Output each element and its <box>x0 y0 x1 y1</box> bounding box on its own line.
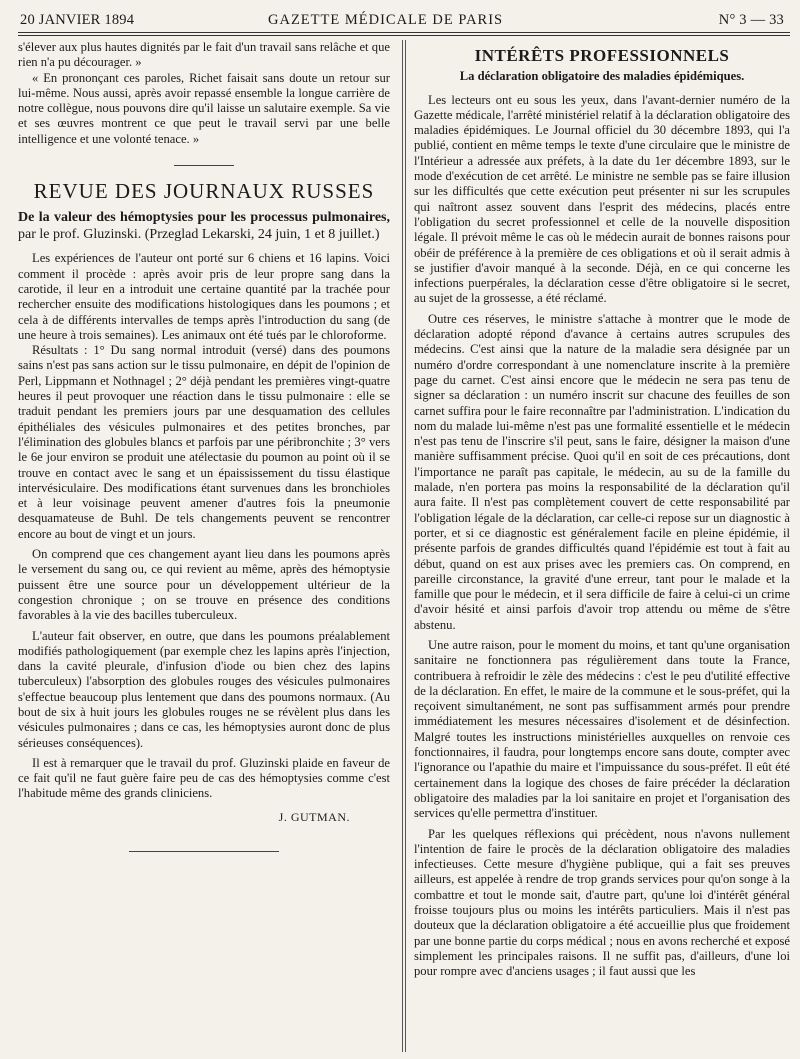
column-divider-double <box>405 40 406 1052</box>
article-title-citation: par le prof. Gluzinski. (Przeglad Lekarski, 24 juin, 1 et 8 juillet.) <box>18 227 380 243</box>
article-paragraph: Les expériences de l'auteur ont porté sur 6 chiens et 16 lapins. Voici comment il procède : après avoir pris de leur propre sang dans la carotide, il leur en a introduit une certaine quantité par la trachée pour rechercher ensuite des modifications histologiques dans les poumons ; et cela à de différents intervalles de temps après l'introduction du sang (de une heure à trois semaines). Les animaux ont été tués par le chloroforme. <box>18 251 390 342</box>
right-column <box>414 40 790 980</box>
newspaper-page <box>18 0 790 1059</box>
article-paragraph: On comprend que ces changement ayant lieu dans les poumons après le versement du sang ou, ce qui revient au même, après des hémoptysie puissent être une source pour un développement ultérieur de la congestion chronique ; on se trouve en présence des conditions favorables à la vie des bacilles tuberculeux. <box>18 547 390 623</box>
section-title-professional-interests: INTÉRÊTS PROFESSIONNELS <box>474 46 730 65</box>
intro-paragraph: « En prononçant ces paroles, Richet faisait sans doute un retour sur lui-même. Nous aussi, après avoir repassé ensemble la longue carrière de notre collègue, nous pouvons dire qu'il laisse un salutaire exemple. Sa vie et ses œuvres montrent ce que peut le travail servi par une belle intelligence et une volonté tenace. » <box>18 70 390 146</box>
article-paragraph: L'auteur fait observer, en outre, que dans les poumons préalablement modifiés pathologiquement (par exemple chez les lapins après l'injection, dans la cavité pleurale, d'infusion d'iode ou bien chez des lapins tuberculeux) l'absorption des globules rouges des vésicules pulmonaires s'effectue beaucoup plus lentement que dans des poumons normaux. (Au bout de six à huit jours les globules rouges ne se révèlent plus dans les vésicules pulmonaires ; dans ce cas, les hémoptysies auront donc de plus sérieuses conséquences). <box>18 628 390 750</box>
header-rule <box>18 32 790 33</box>
column-divider <box>402 40 403 1052</box>
article-title-main: De la valeur des hémoptysies pour les processus pulmonaires, <box>18 210 390 226</box>
section-separator <box>174 165 234 166</box>
article-paragraph: Par les quelques réflexions qui précèdent, nous n'avons nullement l'intention de faire le procès de la déclaration obligatoire des maladies infectieuses. Cette mesure d'hygiène publique, qui a fait ses preuves ailleurs, est appelée à rendre de trop grands services pour qu'on songe à la combattre et tout le monde sait, d'autre part, qu'une loi d'intérêt général froisse toujours plus ou moins les intérêts particuliers. Mais il n'est pas douteux que la déclaration obligatoire a été accueillie plus que froidement par une bonne partie du corps médical ; nous en avons recherché et exposé simplement les principales raisons. Il ne suffit pas, d'ailleurs, d'une loi pour rompre avec d'anciens usages ; il faut aussi que les <box>414 826 790 979</box>
intro-paragraph: s'élever aux plus hautes dignités par le fait d'un travail sans relâche et que rien n'a pu décourager. » <box>18 40 390 70</box>
issue-date: 20 JANVIER 1894 <box>20 12 135 28</box>
left-column <box>18 40 390 852</box>
article-subtitle: La déclaration obligatoire des maladies épidémiques. <box>459 69 745 84</box>
article-paragraph: Outre ces réserves, le ministre s'attache à montrer que le mode de déclaration adopté répond d'avance à certains autres scrupules des médecins. C'est ainsi que la nature de la maladie sera désignée par un numéro d'ordre correspondant à une nomenclature inscrite à la première page du carnet. C'est ainsi encore que le médecin ne sera pas tenu de signer sa déclaration : un numéro inscrit sur chacune des feuilles de son carnet suffira pour le faire reconnaître par l'administration. L'indication du nom du malade lui-même n'est pas une formalité essentielle et le médecin n'est pas tenu de l'inscrire s'il peut, sans le faire, désigner la maison d'une manière suffisamment précise. Quoi qu'il en soit de ces précautions, dont l'importance ne paraît pas capitale, le médecin, au su de la famille du malade, n'en portera pas moins la responsabilité de la déclaration qu'il aura faite. Il n'est pas complètement couvert de cette responsabilité par l'obligation légale de la déclaration, car celle-ci repose sur un diagnostic à porter, et si ce diagnostic est généralement facile en pleine épidémie, il présente parfois de grandes difficultés quand l'épidémie est tout à fait au début, quand on est aux prises avec les premiers cas. On comprend, en pareille circonstance, la gravité d'une erreur, tant pour le malade et la famille que pour le médecin, et il sera difficile de faire à celui-ci un crime d'avoir hésité et ainsi parfois d'avoir trop attendu ou même de s'être abstenu. <box>414 311 790 632</box>
journal-title: GAZETTE MÉDICALE DE PARIS <box>268 12 504 28</box>
section-title-russian-journals: REVUE DES JOURNAUX RUSSES <box>33 179 375 204</box>
page-header <box>18 8 790 34</box>
page-number: N° 3 — 33 <box>718 12 784 28</box>
article-paragraph: Il est à remarquer que le travail du prof. Gluzinski plaide en faveur de ce fait qu'il ne faut guère faire peu de cas des hémoptysies comme c'est l'habitude même des grands cliniciens. <box>18 755 390 801</box>
header-rule-double <box>18 35 790 36</box>
author-signature: J. GUTMAN. <box>278 809 350 824</box>
article-paragraph: Une autre raison, pour le moment du moins, et tant qu'une organisation sanitaire ne fonctionnera pas régulièrement dans toute la France, contribuera à refroidir le zèle des médecins : c'est le peu d'utilité effective de la déclaration. En effet, le maire de la commune et le sous-préfet, qui la reçoivent simultanément, ne sont pas suffisamment armés pour prendre immédiatement les mesures nécessaires d'isolement et de désinfection. Malgré toutes les instructions ministérielles auxquelles on renvoie ces fonctionnaires, il faudra, pour longtemps encore sans doute, compter avec l'ignorance ou l'apathie du maire et l'impuissance du sous-préfet. Il eût été certainement dans la logique des choses de faire précéder la déclaration obligatoire des maladies par la loi sanitaire en projet et l'organisation des services qu'elle permettra d'instituer. <box>414 637 790 821</box>
article-paragraph: Résultats : 1° Du sang normal introduit (versé) dans des poumons sains n'est pas sans action sur le tissu pulmonaire, en dépit de l'opinion de Perl, Lippmann et Nothnagel ; 2° déjà pendant les premières vingt-quatre heures il peut provoquer une réaction dans le tissu pulmonaire : elle se traduit pendant les premiers jours par une desquamation des cellules épithéliales des vésicules pulmonaires et des petites bronches, par l'élimination des globules blancs et parfois par une péribronchite ; 3° vers le 6e jour environ se produit une atélectasie du poumon au point où il se trouve en contact avec le sang et un épaississement du tissu élastique intervésiculaire. Des modifications étant survenues dans les bronchioles et à leur voisinage peuvent amener d'autres fois la pneumonie desquamateuse de Buhl. De tels changements peuvent se rencontrer encore au bout de vingt et un jours. <box>18 343 390 541</box>
article-paragraph: Les lecteurs ont eu sous les yeux, dans l'avant-dernier numéro de la Gazette médicale, l'arrêté ministériel relatif à la déclaration obligatoire des maladies épidémiques. Le Journal officiel du 30 décembre 1893, qui l'a publié, contient en même temps le texte d'une circulaire que le ministre de l'Intérieur a adressée aux préfets, à la date du 1er décembre 1893, sur le mode d'exécution de cet arrêté. Le ministre ne semble pas se faire illusion sur les difficultés que cette exécution peut présenter ni sur les scrupules qui naîtront assez souvent dans l'esprit des médecins, placés entre l'obligation du secret professionnel et celle de la nouvelle disposition légale. Il prévoit même le cas où le médecin aurait de bonnes raisons pour obéir de préférence à la première de ces obligations et où il serait admis à se justifier d'avoir manqué à la seconde. Déjà, en ce qui concerne les infections puerpérales, la déclaration cesse d'être obligatoire si le secret, au sujet de la grossesse, a été réclamé. <box>414 92 790 306</box>
end-separator <box>129 851 279 852</box>
article-title <box>18 209 390 243</box>
